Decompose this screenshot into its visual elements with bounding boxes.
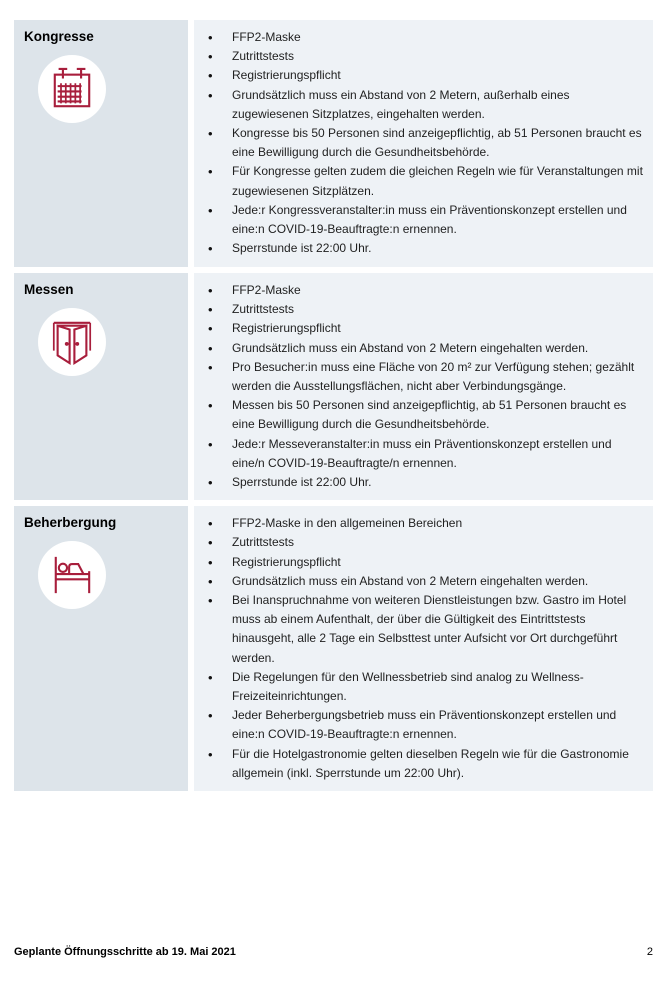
list-item: • Pro Besucher:in muss eine Fläche von 20 m² zur Verfügung stehen; gezählt werden die Ausstellungsflächen, nicht aber Verbindungsgänge. [194,358,643,396]
list-item: • FFP2-Maske [194,281,643,300]
section-label-box [14,273,188,500]
bullet-list [194,273,653,500]
footer-document-title: Geplante Öffnungsschritte ab 19. Mai 2021 [14,946,236,958]
page-number: 2 [646,946,653,958]
calendar-icon [49,67,95,111]
section-kongresse [14,20,653,267]
bed-icon [49,554,95,596]
section-rules-panel [194,506,653,791]
section-rules-panel [194,20,653,267]
section-label-box [14,20,188,267]
section-beherbergung [14,506,653,791]
double-door-icon [49,318,95,366]
list-item: • Jeder Beherbergungsbetrieb muss ein Präventionskonzept erstellen und eine:n COVID-19-Beauftragte:n ernennen. [194,706,643,744]
list-item: • Registrierungspflicht [194,553,643,572]
list-item: • Bei Inanspruchnahme von weiteren Dienstleistungen bzw. Gastro im Hotel muss ab einem Aufenthalt, der über die Gültigkeit des Eintrittstests hinausgeht, alle 2 Tage ein Selbsttest unter Aufsicht vor Ort durchgeführt werden. [194,591,643,668]
list-item: • Sperrstunde ist 22:00 Uhr. [194,239,643,258]
section-title: Beherbergung [24,515,117,531]
section-label-box [14,506,188,791]
list-item: • Grundsätzlich muss ein Abstand von 2 Metern eingehalten werden. [194,339,643,358]
bullet-list [194,506,653,791]
icon-circle [38,55,106,123]
list-item: • Sperrstunde ist 22:00 Uhr. [194,473,643,492]
page-content [14,20,653,797]
list-item: • Jede:r Messeveranstalter:in muss ein Präventionskonzept erstellen und eine/n COVID-19-Beauftragte/n ernennen. [194,435,643,473]
page-footer [14,946,653,958]
list-item: • Registrierungspflicht [194,319,643,338]
list-item: • Die Regelungen für den Wellnessbetrieb sind analog zu Wellness-Freizeiteinrichtungen. [194,668,643,706]
list-item: • Zutrittstests [194,47,643,66]
list-item: • Für die Hotelgastronomie gelten dieselben Regeln wie für die Gastronomie allgemein (inkl. Sperrstunde um 22:00 Uhr). [194,745,643,783]
list-item: • FFP2-Maske [194,28,643,47]
list-item: • Jede:r Kongressveranstalter:in muss ein Präventionskonzept erstellen und eine:n COVID-19-Beauftragte:n ernennen. [194,201,643,239]
list-item: • Registrierungspflicht [194,66,643,85]
list-item: • Grundsätzlich muss ein Abstand von 2 Metern eingehalten werden. [194,572,643,591]
list-item: • FFP2-Maske in den allgemeinen Bereichen [194,514,643,533]
list-item: • Grundsätzlich muss ein Abstand von 2 Metern, außerhalb eines zugewiesenen Sitzplatzes, eingehalten werden. [194,86,643,124]
list-item: • Für Kongresse gelten zudem die gleichen Regeln wie für Veranstaltungen mit zugewiesenen Sitzplätzen. [194,162,643,200]
list-item: • Zutrittstests [194,300,643,319]
section-title: Messen [24,282,74,297]
icon-circle [38,541,106,609]
icon-circle [38,308,106,376]
bullet-list [194,20,653,266]
list-item: • Messen bis 50 Personen sind anzeigepflichtig, ab 51 Personen braucht es eine Bewilligung durch die Gesundheitsbehörde. [194,396,643,434]
section-title: Kongresse [24,29,94,44]
section-messen [14,273,653,500]
list-item: • Kongresse bis 50 Personen sind anzeigepflichtig, ab 51 Personen braucht es eine Bewilligung durch die Gesundheitsbehörde. [194,124,643,162]
list-item: • Zutrittstests [194,533,643,552]
section-rules-panel [194,273,653,500]
